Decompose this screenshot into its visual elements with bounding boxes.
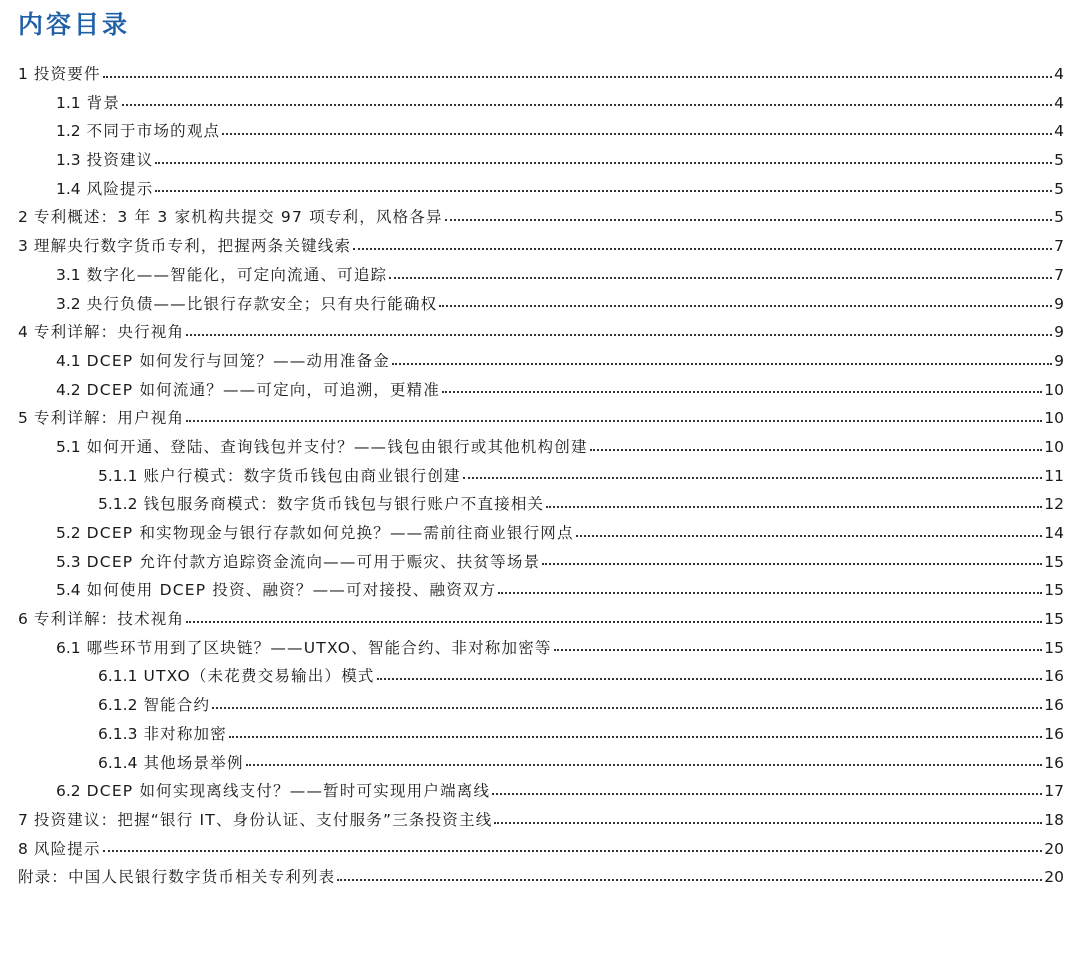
toc-entry-number: 7 [18, 810, 28, 829]
toc-entry-label: 非对称加密 [143, 724, 227, 743]
toc-entry[interactable] [0, 462, 1080, 491]
toc-entry-page: 15 [1044, 552, 1064, 571]
toc-entry-number: 6.1.1 [98, 667, 138, 686]
toc-entry-label: DCEP 和实物现金与银行存款如何兑换？——需前往商业银行网点 [86, 524, 574, 542]
toc-entry-number: 3.1 [56, 265, 81, 284]
toc-entry-page: 5 [1054, 179, 1064, 198]
toc-entry[interactable] [0, 347, 1080, 376]
toc-entry[interactable] [0, 404, 1080, 433]
dot-leader [186, 620, 1042, 623]
dot-leader [353, 247, 1052, 250]
dot-leader [212, 706, 1042, 709]
toc-entry[interactable] [0, 548, 1080, 577]
toc-entry[interactable] [0, 634, 1080, 663]
dot-leader [442, 390, 1042, 393]
toc-entry-number: 5.2 [56, 524, 81, 542]
dot-leader [389, 276, 1052, 279]
toc-entry[interactable] [0, 261, 1080, 290]
toc-entry-page: 12 [1044, 495, 1064, 514]
toc-entry-number: 6 [18, 610, 28, 629]
toc-entry-page: 14 [1044, 524, 1064, 542]
toc-entry-number: 1 [18, 65, 28, 83]
toc-entry-number: 1.4 [56, 179, 81, 198]
toc-entry-label: 哪些环节用到了区块链？——UTXO、智能合约、非对称加密等 [86, 638, 552, 657]
toc-entry-number: 3 [18, 237, 28, 256]
toc-entry-label: 附录：中国人民银行数字货币相关专利列表 [18, 868, 336, 887]
toc-entry-label: 智能合约 [143, 696, 211, 715]
toc-entry-number: 2 [18, 208, 28, 227]
toc-entry-number: 6.1.3 [98, 724, 138, 743]
toc-entry-page: 10 [1044, 437, 1064, 456]
dot-leader [155, 189, 1052, 192]
toc-entry-label: 如何开通、登陆、查询钱包并支付？——钱包由银行或其他机构创建 [86, 437, 588, 456]
toc-entry-label: 其他场景举例 [143, 753, 244, 772]
toc-entry-page: 9 [1054, 323, 1064, 342]
toc-entry-page: 15 [1044, 581, 1064, 600]
toc-entry-page: 16 [1044, 753, 1064, 772]
toc-entry-number: 5.1.1 [98, 466, 138, 485]
toc-entry-page: 15 [1044, 638, 1064, 657]
toc-entry-label: 风险提示 [86, 179, 154, 198]
toc-entry-number: 6.1.4 [98, 753, 138, 772]
toc-entry-page: 4 [1054, 122, 1064, 141]
toc-entry-page: 11 [1044, 466, 1064, 485]
toc-entry-label: 投资要件 [33, 65, 101, 83]
dot-leader [377, 677, 1043, 680]
dot-leader [576, 534, 1043, 537]
toc-entry-number: 6.1.2 [98, 696, 138, 715]
toc-entry-page: 5 [1054, 151, 1064, 170]
toc-entry-number: 5.3 [56, 552, 81, 571]
toc-entry-page: 10 [1044, 409, 1064, 428]
toc-entry[interactable] [0, 835, 1080, 864]
toc-entry-page: 9 [1054, 351, 1064, 370]
toc-entry-label: 如何使用 DCEP 投资、融资？——可对接投、融资双方 [86, 581, 497, 600]
dot-leader [463, 476, 1043, 479]
dot-leader [590, 448, 1043, 451]
toc-entry[interactable] [0, 720, 1080, 749]
toc-entry-label: DCEP 如何流通？——可定向，可追溯，更精准 [86, 380, 441, 399]
toc-entry-number: 3.2 [56, 294, 81, 313]
toc-entry-number: 1.1 [56, 93, 81, 112]
toc-entry-page: 17 [1044, 782, 1064, 801]
toc-entry-page: 20 [1044, 868, 1064, 887]
toc-entry-label: 理解央行数字货币专利，把握两条关键线索 [33, 237, 352, 256]
toc-entry[interactable] [0, 232, 1080, 261]
toc-entry-page: 15 [1044, 610, 1064, 629]
toc-entry-number: 1.3 [56, 151, 81, 170]
toc-entry-number: 5.4 [56, 581, 81, 600]
toc-entry-page: 4 [1054, 65, 1064, 83]
toc-entry-label: 专利详解：央行视角 [33, 323, 185, 342]
toc-entry[interactable] [0, 203, 1080, 232]
toc-entry[interactable] [0, 691, 1080, 720]
toc-entry-label: DCEP 如何实现离线支付？——暂时可实现用户端离线 [86, 782, 491, 801]
toc-entry[interactable] [0, 777, 1080, 806]
toc-entry-label: UTXO（未花费交易输出）模式 [143, 667, 375, 686]
toc-entry-number: 4.1 [56, 351, 81, 370]
toc-entry[interactable] [0, 290, 1080, 319]
toc-entry-page: 9 [1054, 294, 1064, 313]
toc-entry[interactable] [0, 519, 1080, 548]
toc-entry[interactable] [0, 806, 1080, 835]
toc-entry-page: 20 [1044, 839, 1064, 858]
toc-entry-page: 10 [1044, 380, 1064, 399]
dot-leader [155, 161, 1052, 164]
dot-leader [494, 821, 1042, 824]
toc-entry-number: 5 [18, 409, 28, 428]
toc-entry-number: 5.1.2 [98, 495, 138, 514]
dot-leader [103, 75, 1052, 78]
toc-entry[interactable] [0, 433, 1080, 462]
toc-entry-label: DCEP 允许付款方追踪资金流向——可用于赈灾、扶贫等场景 [86, 552, 541, 571]
toc-entry-label: 不同于市场的观点 [86, 122, 221, 141]
dot-leader [439, 304, 1052, 307]
toc-entry[interactable] [0, 662, 1080, 691]
dot-leader [492, 792, 1042, 795]
toc-entry[interactable] [0, 117, 1080, 146]
toc-entry-label: 央行负债——比银行存款安全；只有央行能确权 [86, 294, 438, 313]
toc-list [0, 60, 1080, 892]
toc-entry[interactable] [0, 605, 1080, 634]
dot-leader [392, 362, 1052, 365]
toc-entry-page: 5 [1054, 208, 1064, 227]
dot-leader [122, 103, 1052, 106]
dot-leader [103, 849, 1043, 852]
toc-entry-label: 专利详解：技术视角 [33, 610, 185, 629]
toc-entry-page: 7 [1054, 237, 1064, 256]
toc-entry-number: 4 [18, 323, 28, 342]
toc-entry-label: 背景 [86, 93, 121, 112]
toc-entry-label: 钱包服务商模式：数字货币钱包与银行账户不直接相关 [143, 495, 545, 514]
toc-entry-label: 专利概述：3 年 3 家机构共提交 97 项专利，风格各异 [33, 208, 443, 227]
toc-entry-label: DCEP 如何发行与回笼？——动用准备金 [86, 351, 390, 370]
toc-entry[interactable] [0, 89, 1080, 118]
toc-entry-label: 投资建议 [86, 151, 154, 170]
toc-entry[interactable] [0, 749, 1080, 778]
toc-entry-number: 6.1 [56, 638, 81, 657]
toc-entry[interactable] [0, 863, 1080, 892]
toc-entry[interactable] [0, 376, 1080, 405]
dot-leader [222, 132, 1052, 135]
toc-entry[interactable] [0, 576, 1080, 605]
dot-leader [445, 218, 1052, 221]
toc-entry-number: 6.2 [56, 782, 81, 801]
toc-entry[interactable] [0, 318, 1080, 347]
dot-leader [229, 735, 1042, 738]
toc-entry[interactable] [0, 60, 1080, 89]
dot-leader [186, 419, 1042, 422]
toc-entry-label: 数字化——智能化，可定向流通、可追踪 [86, 265, 388, 284]
toc-entry-number: 1.2 [56, 122, 81, 141]
toc-entry-number: 5.1 [56, 437, 81, 456]
dot-leader [498, 591, 1042, 594]
toc-entry[interactable] [0, 490, 1080, 519]
toc-entry-label: 专利详解：用户视角 [33, 409, 185, 428]
dot-leader [246, 763, 1043, 766]
dot-leader [186, 333, 1052, 336]
toc-entry-page: 4 [1054, 93, 1064, 112]
toc-entry-page: 18 [1044, 810, 1064, 829]
toc-entry-label: 投资建议：把握“银行 IT、身份认证、支付服务”三条投资主线 [33, 810, 493, 829]
toc-title: 内容目录 [18, 10, 131, 39]
toc-entry-number: 4.2 [56, 380, 81, 399]
toc-entry-number: 8 [18, 839, 28, 858]
toc-entry-page: 7 [1054, 265, 1064, 284]
toc-entry[interactable] [0, 175, 1080, 204]
toc-entry-page: 16 [1044, 724, 1064, 743]
toc-entry-page: 16 [1044, 667, 1064, 686]
toc-entry-label: 账户行模式：数字货币钱包由商业银行创建 [143, 466, 461, 485]
dot-leader [337, 878, 1042, 881]
toc-entry-page: 16 [1044, 696, 1064, 715]
toc-entry-label: 风险提示 [33, 839, 101, 858]
toc-entry[interactable] [0, 146, 1080, 175]
dot-leader [554, 648, 1043, 651]
dot-leader [546, 505, 1042, 508]
dot-leader [542, 562, 1042, 565]
